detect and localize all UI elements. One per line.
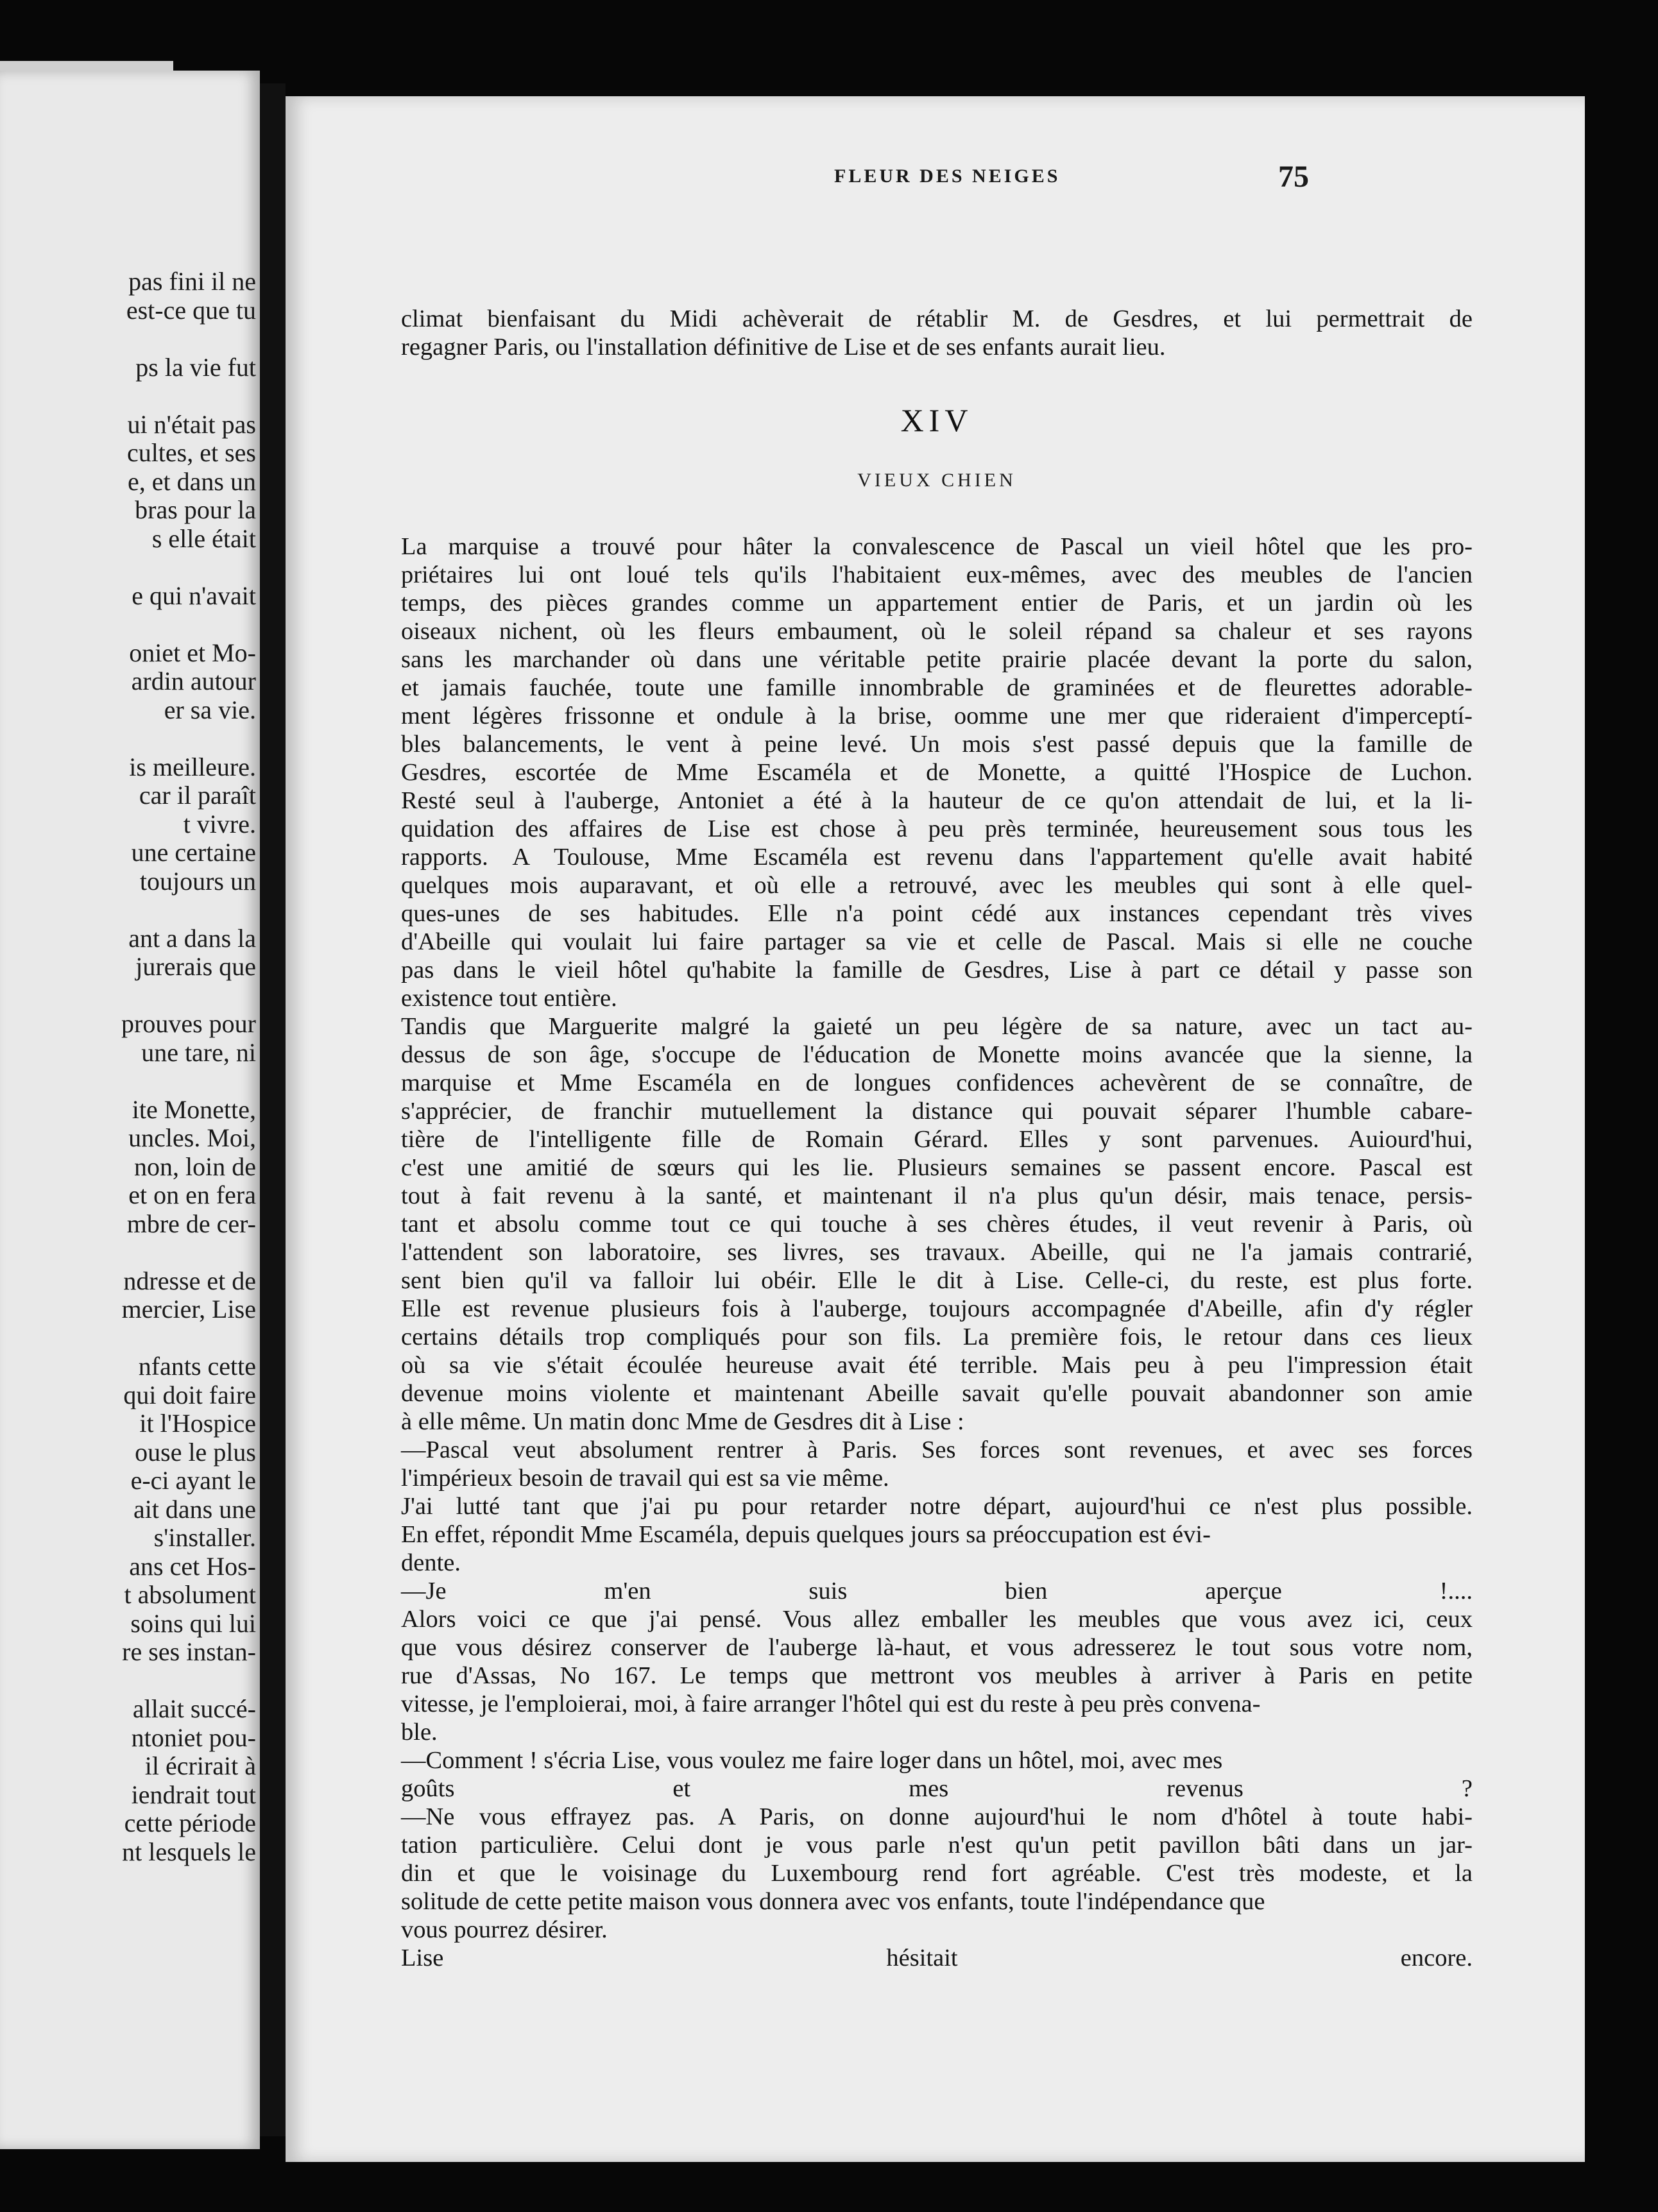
- text-line: dente.: [401, 1549, 461, 1576]
- text-line: bles balancements, le vent à peine levé. Un mois s'est passé depuis que la famille de: [401, 731, 1473, 758]
- text-line: Alors voici ce que j'ai pensé. Vous allez emballer les meubles que vous avez ici, ceux: [401, 1606, 1473, 1633]
- left-page-text-fragment: jurerais que: [135, 952, 256, 981]
- text-line: vous pourrez désirer.: [401, 1916, 608, 1943]
- book-gutter: [260, 83, 286, 2136]
- text-line: temps, des pièces grandes comme un appartement entier de Paris, et un jardin où les: [401, 590, 1473, 617]
- left-page-text-fragment: ui n'était pas: [127, 409, 256, 439]
- text-line: ment légères frissonne et ondule à la brise, oomme une mer que rideraient d'imperceptí-: [401, 702, 1473, 729]
- left-page-text-fragment: e, et dans un: [128, 466, 256, 496]
- left-page-text-fragment: is meilleure.: [129, 752, 256, 781]
- left-page-text-fragment: soins qui lui: [130, 1608, 256, 1638]
- text-line: existence tout entière.: [401, 985, 617, 1012]
- left-page-text-fragment: t vivre.: [183, 809, 256, 838]
- left-page-text-fragment: oniet et Mo-: [129, 638, 256, 667]
- text-line: La marquise a trouvé pour hâter la convalescence de Pascal un vieil hôtel que les pro-: [401, 533, 1473, 560]
- text-line: Resté seul à l'auberge, Antoniet a été à la hauteur de ce qu'on attendait de lui, et la li-: [401, 787, 1473, 814]
- text-line: solitude de cette petite maison vous donnera avec vos enfants, toute l'indépendance que: [401, 1888, 1265, 1915]
- text-line: d'Abeille qui voulait lui faire partager sa vie et celle de Pascal. Mais si elle ne couche: [401, 928, 1473, 955]
- left-page-text-fragment: ardin autour: [131, 667, 256, 695]
- left-page-text-fragment: ant a dans la: [128, 923, 256, 953]
- left-page-text-fragment: une certaine: [131, 838, 256, 867]
- left-page-text-fragment: ntoniet pou-: [131, 1723, 256, 1752]
- text-line: certains détails trop compliqués pour son fils. La première fois, le retour dans ces lieux: [401, 1323, 1473, 1350]
- left-page-text-fragment: non, loin de: [134, 1152, 256, 1181]
- chapter-body: [401, 532, 1473, 1972]
- text-line: J'ai lutté tant que j'ai pu pour retarder notre départ, aujourd'hui ce n'est plus possible.: [401, 1493, 1473, 1520]
- text-line: Elle est revenue plusieurs fois à l'auberge, toujours accompagnée d'Abeille, afin d'y régler: [401, 1295, 1473, 1322]
- text-line: devenue moins violente et maintenant Abeille savait qu'elle pouvait abandonner son amie: [401, 1380, 1473, 1407]
- left-page-text-fragment: ndresse et de: [123, 1266, 256, 1295]
- left-page-text-fragment: mbre de cer-: [126, 1209, 256, 1238]
- text-line: l'attendent son laboratoire, ses livres, ses travaux. Abeille, qui ne l'a jamais contrarié,: [401, 1239, 1473, 1266]
- text-line: quidation des affaires de Lise est chose à peu près terminée, heureusement sous tous les: [401, 815, 1473, 842]
- left-page-text-fragment: qui doit faire: [123, 1380, 256, 1409]
- left-page-text-fragment: est-ce que tu: [126, 295, 256, 325]
- left-page-text-fragment: nfants cette: [138, 1352, 256, 1381]
- text-line: rue d'Assas, No 167. Le temps que mettront vos meubles à arriver à Paris en petite: [401, 1662, 1473, 1689]
- text-line: s'apprécier, de franchir mutuellement la distance qui pouvait séparer l'humble cabare-: [401, 1098, 1473, 1125]
- text-line: tation particulière. Celui dont je vous parle n'est qu'un petit pavillon bâti dans un jar-: [401, 1832, 1473, 1859]
- text-line: —Pascal veut absolument rentrer à Paris. Ses forces sont revenues, et avec ses forces: [401, 1436, 1473, 1463]
- left-page-text-fragment: car il paraît: [139, 781, 256, 810]
- chapter-title: VIEUX CHIEN: [857, 470, 1016, 491]
- left-page-text-fragment: cette période: [124, 1808, 256, 1837]
- left-page-text-fragment: ouse le plus: [135, 1437, 256, 1467]
- text-line: sent bien qu'il va falloir lui obéir. Elle le dit à Lise. Celle-ci, du reste, est plus forte.: [401, 1267, 1473, 1294]
- left-page-text-fragment: e qui n'avait: [132, 581, 256, 610]
- text-line: vitesse, je l'emploierai, moi, à faire arranger l'hôtel qui est du reste à peu près convena-: [401, 1690, 1261, 1717]
- text-line: et jamais fauchée, toute une famille innombrable de graminées et de fleurettes adorable-: [401, 674, 1473, 701]
- left-page-text-fragment: e-ci ayant le: [130, 1466, 256, 1495]
- text-line: climat bienfaisant du Midi achèverait de rétablir M. de Gesdres, et lui permettrait de: [401, 305, 1473, 332]
- left-page-text-fragment: et on en fera: [128, 1180, 256, 1209]
- text-line: tière de l'intelligente fille de Romain Gérard. Elles y sont parvenues. Auiourd'hui,: [401, 1126, 1473, 1153]
- text-line: pas dans le vieil hôtel qu'habite la famille de Gesdres, Lise à part ce détail y passe son: [401, 957, 1473, 983]
- left-page-text-fragment: mercier, Lise: [121, 1295, 256, 1323]
- text-line: marquise et Mme Escaméla en de longues confidences achevèrent de se connaître, de: [401, 1069, 1473, 1096]
- text-line: c'est une amitié de sœurs qui les lie. Plusieurs semaines se passent encore. Pascal est: [401, 1154, 1473, 1181]
- text-line: regagner Paris, ou l'installation définitive de Lise et de ses enfants aurait lieu.: [401, 334, 1166, 361]
- text-line: oiseaux nichent, où les fleurs embaument, où le soleil répand sa chaleur et ses rayons: [401, 618, 1473, 645]
- left-page-text-fragment: ait dans une: [133, 1494, 256, 1524]
- left-page-text-fragment: allait succé-: [132, 1694, 256, 1723]
- intro-paragraph: [401, 305, 1473, 361]
- left-page-text-fragment: s'installer.: [153, 1523, 256, 1552]
- left-page-text-fragment: t absolument: [124, 1580, 256, 1609]
- left-page-text-fragment: cultes, et ses: [126, 438, 256, 467]
- left-page-text-fragment: une tare, ni: [141, 1037, 256, 1067]
- text-line: priétaires lui ont loué tels qu'ils l'habitaient eux-mêmes, avec des meubles de l'ancien: [401, 561, 1473, 588]
- text-line: Gesdres, escortée de Mme Escaméla et de Monette, a quitté l'Hospice de Luchon.: [401, 759, 1473, 786]
- text-line: où sa vie s'était écoulée heureuse avait été terrible. Mais peu à peu l'impression était: [401, 1352, 1473, 1379]
- left-page-text-fragment: prouves pour: [121, 1009, 256, 1038]
- page-header: [500, 160, 1309, 201]
- left-page-text-fragment: it l'Hospice: [139, 1409, 256, 1438]
- text-line: tout à fait revenu à la santé, et maintenant il n'a plus qu'un désir, mais tenace, persis-: [401, 1182, 1473, 1209]
- text-line: —Ne vous effrayez pas. A Paris, on donne aujourd'hui le nom d'hôtel à toute habi-: [401, 1803, 1473, 1830]
- left-page-text-fragment: ps la vie fut: [135, 352, 256, 382]
- left-page-text-fragment: er sa vie.: [164, 695, 256, 724]
- text-line: Lise hésitait encore.: [401, 1944, 1473, 1971]
- left-page-text-fragment: il écrirait à: [144, 1751, 256, 1780]
- text-line: ques-unes de ses habitudes. Elle n'a point cédé aux instances cependant très vives: [401, 900, 1473, 927]
- text-line: En effet, répondit Mme Escaméla, depuis quelques jours sa préoccupation est évi-: [401, 1521, 1211, 1548]
- running-head: FLEUR DES NEIGES: [834, 166, 1061, 187]
- left-page-text-fragment: bras pour la: [135, 495, 256, 524]
- text-line: goûts et mes revenus ?: [401, 1775, 1473, 1802]
- left-page-text-fragment: pas fini il ne: [128, 267, 256, 296]
- text-line: quelques mois auparavant, et où elle a retrouvé, avec les meubles qui sont à elle quel-: [401, 872, 1473, 899]
- text-line: à elle même. Un matin donc Mme de Gesdres dit à Lise :: [401, 1408, 964, 1435]
- text-line: tant et absolu comme tout ce qui touche à ses chères études, il veut revenir à Paris, où: [401, 1211, 1473, 1238]
- text-line: —Comment ! s'écria Lise, vous voulez me faire loger dans un hôtel, moi, avec mes: [401, 1747, 1223, 1774]
- left-page-text-fragment: s elle était: [151, 523, 256, 553]
- text-line: ble.: [401, 1719, 438, 1746]
- left-page: [0, 71, 260, 2149]
- page-number: 75: [1278, 160, 1309, 194]
- text-line: din et que le voisinage du Luxembourg rend fort agréable. C'est très modeste, et la: [401, 1860, 1473, 1887]
- chapter-number: XIV: [900, 402, 973, 438]
- text-line: dessus de son âge, s'occupe de l'éducation de Monette moins avancée que la sienne, la: [401, 1041, 1473, 1068]
- left-page-text-fragment: iendrait tout: [131, 1780, 256, 1809]
- text-line: que vous désirez conserver de l'auberge là-haut, et vous adresserez le tout sous votre nom,: [401, 1634, 1473, 1661]
- left-page-text-fragment: re ses instan-: [122, 1637, 256, 1666]
- left-page-text-fragment: uncles. Moi,: [128, 1123, 256, 1152]
- text-line: Tandis que Marguerite malgré la gaieté un peu légère de sa nature, avec un tact au-: [401, 1013, 1473, 1040]
- text-line: rapports. A Toulouse, Mme Escaméla est revenu dans l'appartement qu'elle avait habité: [401, 844, 1473, 871]
- left-page-text-fragment: ans cet Hos-: [129, 1551, 256, 1581]
- text-line: sans les marchander où dans une véritable petite prairie placée devant la porte du salon,: [401, 646, 1473, 673]
- left-page-text-fragment: ite Monette,: [132, 1094, 256, 1124]
- text-line: l'impérieux besoin de travail qui est sa vie même.: [401, 1465, 889, 1492]
- text-line: —Je m'en suis bien aperçue !....: [401, 1578, 1473, 1604]
- left-page-text-fragment: nt lesquels le: [122, 1837, 256, 1866]
- left-page-text-fragment: toujours un: [139, 866, 256, 896]
